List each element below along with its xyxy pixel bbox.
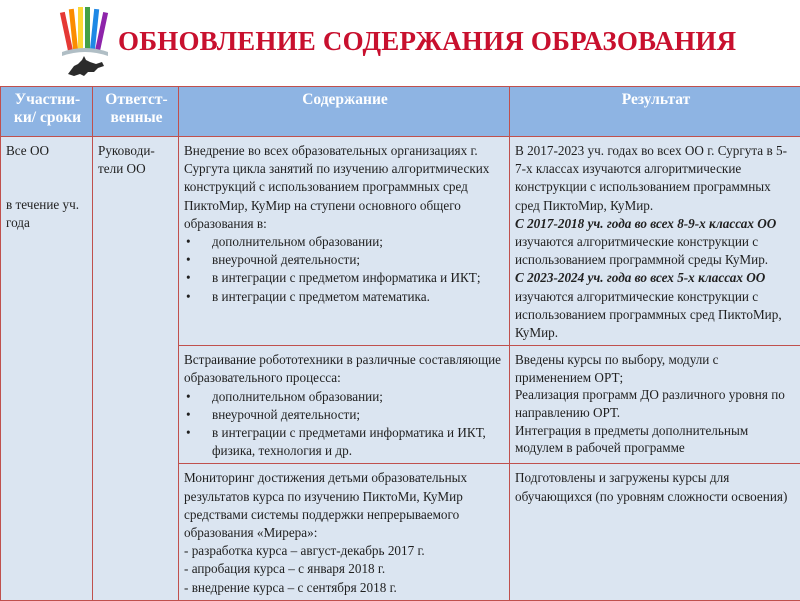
cell-participants: [1, 137, 93, 601]
participants-when: в течение уч. года: [6, 196, 88, 232]
result-text: Подготовлены и загружены курсы для обучающихся (по уровням сложности освоения): [515, 469, 796, 505]
result-text: В 2017-2023 уч. годах во всех ОО г. Сургута в 5-7-х классах изучаются алгоритмические конструкции с использованием программных сред ПиктоМир, КуМир.: [515, 142, 796, 215]
content-bullet-list: [184, 388, 505, 461]
content-line: - разработка курса – август-декабрь 2017 г.: [184, 542, 505, 560]
cell-result: [510, 346, 800, 464]
table-row: [1, 137, 800, 346]
participants-who: Все ОО: [6, 142, 88, 160]
cell-result: [510, 464, 800, 600]
cell-content: [179, 346, 510, 464]
list-item: • в интеграции с предметами информатика и ИКТ, физика, технология и др.: [184, 424, 505, 460]
cell-content: [179, 137, 510, 346]
page-title: ОБНОВЛЕНИЕ СОДЕРЖАНИЯ ОБРАЗОВАНИЯ: [118, 26, 794, 57]
content-bullet-list: [184, 233, 505, 306]
logo: [58, 4, 112, 82]
header-responsible: Ответст-венные: [93, 87, 179, 137]
list-item: • дополнительном образовании;: [184, 233, 505, 251]
content-line: - внедрение курса – с сентября 2018 г.: [184, 579, 505, 597]
wolf-book-icon: [58, 4, 112, 82]
wolf-icon: [68, 56, 104, 76]
header-content: Содержание: [179, 87, 510, 137]
list-item: • дополнительном образовании;: [184, 388, 505, 406]
responsible-text: Руководи-тели ОО: [98, 142, 174, 178]
result-text: С 2023-2024 уч. года во всех 5-х классах ОО изучаются алгоритмические конструкции с использованием программных сред ПиктоМир, КуМир.: [515, 269, 796, 342]
header-participants: Участни-ки/ сроки: [1, 87, 93, 137]
cell-responsible: [93, 137, 179, 601]
list-item: • в интеграции с предметом информатика и ИКТ;: [184, 269, 505, 287]
result-text: Введены курсы по выбору, модули с применением ОРТ;: [515, 351, 796, 386]
cell-result: [510, 137, 800, 346]
result-text: Реализация программ ДО различного уровня по направлению ОРТ.: [515, 386, 796, 421]
list-item: • в интеграции с предметом математика.: [184, 288, 505, 306]
result-text: Интеграция в предметы дополнительным модулем в рабочей программе: [515, 422, 796, 457]
header-result: Результат: [510, 87, 800, 137]
cell-content: [179, 464, 510, 600]
content-line: - апробация курса – с января 2018 г.: [184, 560, 505, 578]
content-intro: Встраивание робототехники в различные составляющие образовательного процесса:: [184, 351, 505, 387]
table-header-row: [1, 87, 800, 137]
logo-stripes: [60, 7, 108, 52]
content-table: [0, 86, 800, 601]
content-intro: Внедрение во всех образовательных организациях г. Сургута цикла занятий по изучению алгоритмических конструкций с использованием программных сред ПиктоМир, КуМир на ступени основного общего образования в:: [184, 142, 505, 233]
content-intro: Мониторинг достижения детьми образовательных результатов курса по изучению ПиктоМи, КуМир средствами системы поддержки непрерываемого образования «Мирера»:: [184, 469, 505, 542]
list-item: • внеурочной деятельности;: [184, 406, 505, 424]
list-item: • внеурочной деятельности;: [184, 251, 505, 269]
result-text: С 2017-2018 уч. года во всех 8-9-х классах ОО изучаются алгоритмические конструкции с использованием программной среды КуМир.: [515, 215, 796, 270]
